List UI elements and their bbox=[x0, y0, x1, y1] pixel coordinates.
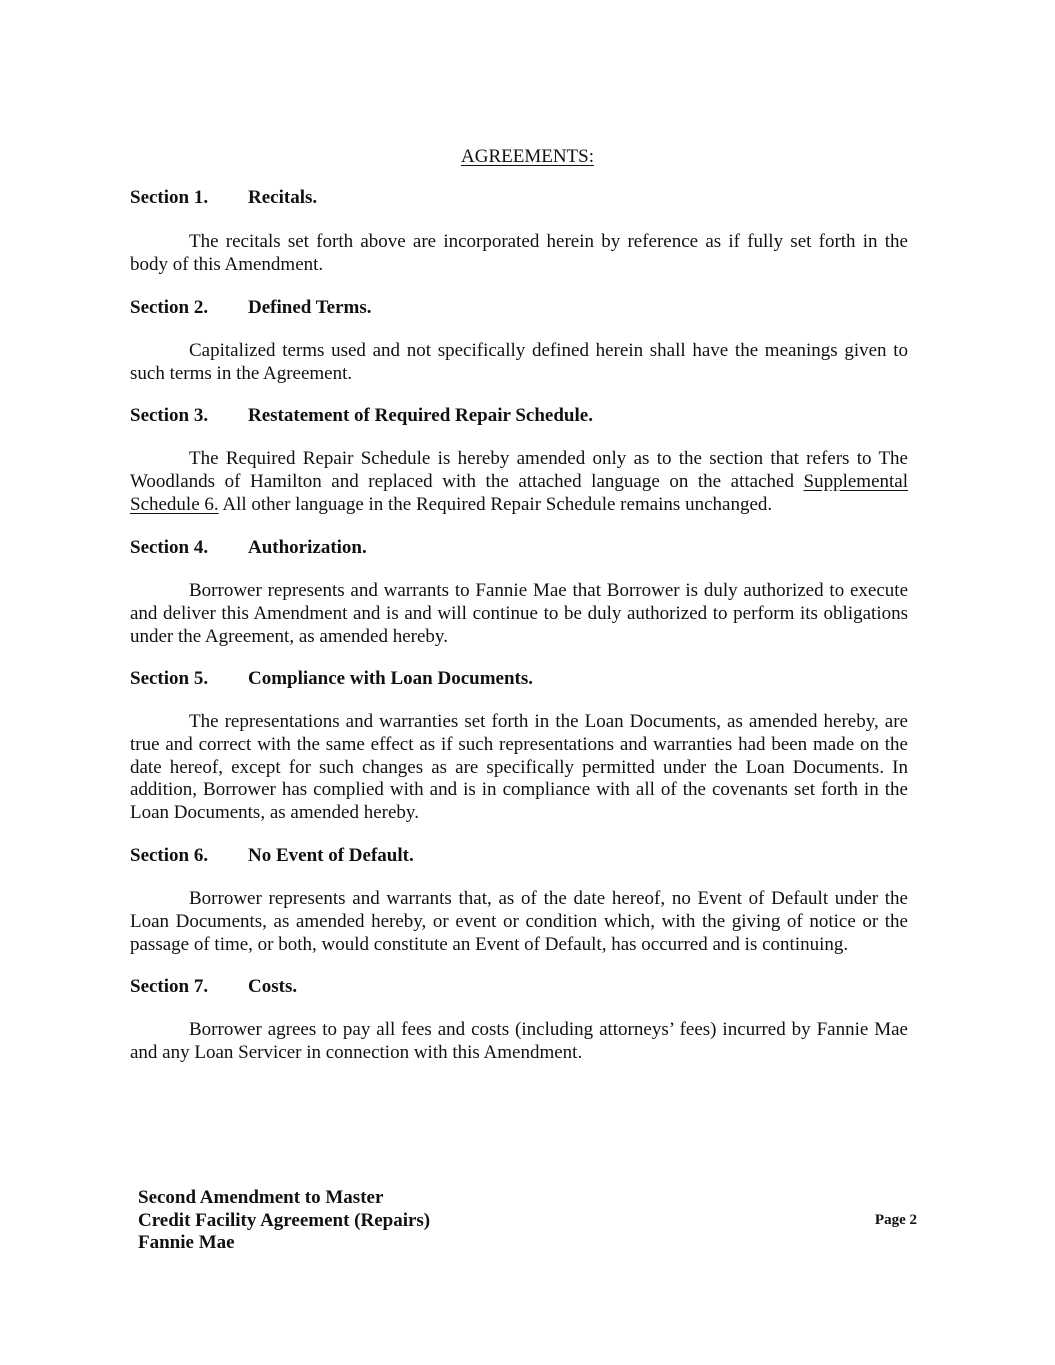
section-5-body: The representations and warranties set forth in the Loan Documents, as amended hereby, are true and correct with the same effect as if such representations and warranties had been made on the date hereof, except for such changes as are specifically permitted under the Loan Documents. In addition, Borrower has complied with and is in compliance with all of the covenants set forth in the Loan Documents, as amended hereby. bbox=[130, 711, 908, 824]
footer-line-2: Credit Facility Agreement (Repairs) bbox=[138, 1209, 431, 1231]
section-7-heading bbox=[130, 976, 297, 998]
section-7-body: Borrower agrees to pay all fees and costs (including attorneys’ fees) incurred by Fannie Mae and any Loan Servicer in connection with this Amendment. bbox=[130, 1019, 908, 1063]
section-1-number: Section 1. bbox=[130, 187, 209, 208]
footer-line-3: Fannie Mae bbox=[138, 1232, 235, 1253]
section-4-number: Section 4. bbox=[130, 537, 209, 558]
section-2-title: Defined Terms. bbox=[248, 297, 372, 318]
section-2-number: Section 2. bbox=[130, 297, 209, 318]
section-3-heading bbox=[130, 405, 593, 427]
section-3-body-after: All other language in the Required Repair Schedule remains unchanged. bbox=[218, 493, 773, 515]
section-6-body: Borrower represents and warrants that, as of the date hereof, no Event of Default under the Loan Documents, as amended hereby, or event or condition which, with the giving of notice or the passage of time, or both, would constitute an Event of Default, has occurred and is continuing. bbox=[130, 888, 908, 955]
section-5-number: Section 5. bbox=[130, 668, 209, 689]
footer-document-name bbox=[138, 1187, 430, 1255]
section-3-title: Restatement of Required Repair Schedule. bbox=[248, 405, 593, 426]
section-5-heading bbox=[130, 668, 533, 690]
section-6-heading bbox=[130, 845, 414, 867]
section-3-body-before: The Required Repair Schedule is hereby amended only as to the section that refers to The Woodlands of Hamilton and replaced with the attached language on the attached bbox=[130, 448, 908, 492]
section-3-body bbox=[130, 448, 908, 516]
section-2-body: Capitalized terms used and not specifically defined herein shall have the meanings given to such terms in the Agreement. bbox=[130, 340, 908, 384]
section-4-heading bbox=[130, 537, 367, 559]
section-1-heading bbox=[130, 187, 317, 209]
section-6-number: Section 6. bbox=[130, 845, 209, 866]
section-4-body: Borrower represents and warrants to Fannie Mae that Borrower is duly authorized to execute and deliver this Amendment and is and will continue to be duly authorized to perform its obligations under the Agreement, as amended hereby. bbox=[130, 580, 908, 647]
section-5-title: Compliance with Loan Documents. bbox=[248, 668, 534, 689]
page-number: Page 2 bbox=[874, 1212, 917, 1228]
supplemental-schedule-reference: Supplemental Schedule 6. bbox=[130, 470, 908, 515]
section-2-heading bbox=[130, 297, 372, 319]
section-4-title: Authorization. bbox=[248, 537, 367, 558]
footer-line-1: Second Amendment to Master bbox=[138, 1187, 384, 1208]
section-6-title: No Event of Default. bbox=[248, 845, 414, 866]
section-1-title: Recitals. bbox=[248, 187, 318, 208]
section-7-number: Section 7. bbox=[130, 976, 209, 997]
section-7-title: Costs. bbox=[248, 976, 298, 997]
section-1-body: The recitals set forth above are incorporated herein by reference as if fully set forth in the body of this Amendment. bbox=[130, 231, 908, 275]
section-3-number: Section 3. bbox=[130, 405, 209, 426]
document-title: AGREEMENTS: bbox=[461, 146, 594, 167]
